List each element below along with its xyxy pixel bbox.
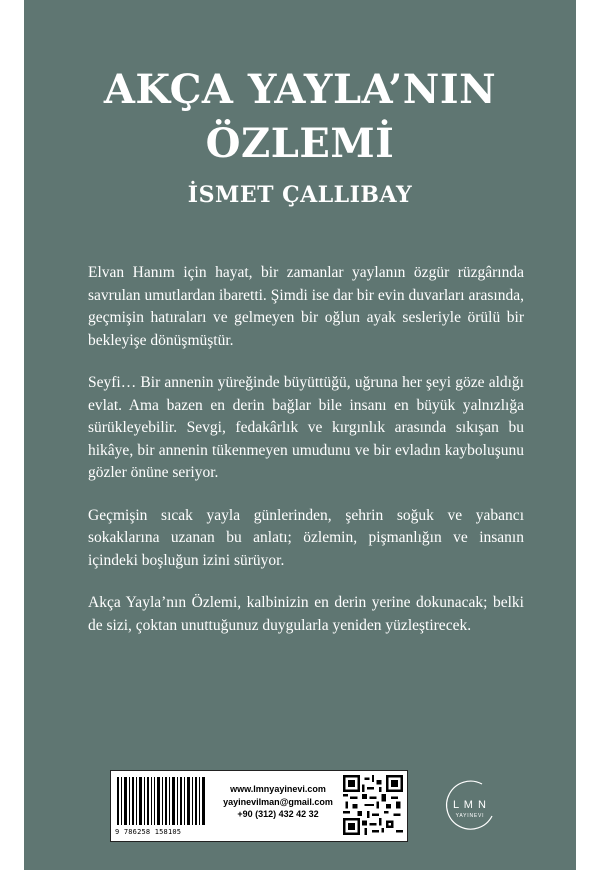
blurb bbox=[88, 262, 524, 657]
publisher-contacts bbox=[209, 783, 347, 821]
blurb-paragraph: Seyfi… Bir annenin yüreğinde büyüttüğü, uğruna her şeyi göze aldığı evlat. Ama bazen en derin bağlar bile insanı en büyük yalnızlığa sürükleyebilir. Sevgi, fedakârlık ve kırgınlık arasında sıkışan bu hikâye, bir annenin tükenmeyen umudunu ve bir evladın kayboluşunu gözler önüne seriyor. bbox=[88, 374, 524, 481]
publisher-phone: +90 (312) 432 42 32 bbox=[237, 809, 319, 819]
publisher-email: yayinevilman@gmail.com bbox=[223, 796, 333, 807]
logo-subtext: YAYINEVI bbox=[455, 813, 485, 819]
isbn-number: 9 786258 158105 bbox=[115, 828, 182, 836]
blurb-paragraph: Akça Yayla’nın Özlemi, kalbinizin en derin yerine dokunacak; belki de sizi, çoktan unuttuğunuz duygularla yeniden yüzleştirecek. bbox=[88, 594, 524, 634]
publisher-website: www.lmnyayinevi.com bbox=[230, 784, 326, 794]
barcode-icon bbox=[117, 777, 207, 825]
logo-letters: L M N bbox=[453, 799, 487, 811]
blurb-paragraph: Geçmişin sıcak yayla günlerinden, şehrin soğuk ve yabancı sokaklarına uzanan bu anlatı; özlemin, pişmanlığın ve insanın içindeki boşluğun izini sürüyor. bbox=[88, 506, 524, 569]
qr-code-icon bbox=[343, 775, 403, 835]
author-name: İSMET ÇALLIBAY bbox=[187, 182, 413, 208]
book-title-line2: ÖZLEMİ bbox=[205, 120, 395, 167]
book-title-line1: AKÇA YAYLA’NIN bbox=[103, 66, 497, 113]
publisher-logo bbox=[442, 778, 498, 834]
blurb-paragraph: Elvan Hanım için hayat, bir zamanlar yaylanın özgür rüzgârında savrulan umutlardan ibaretti. Şimdi ise dar bir evin duvarları arasında, geçmişin hatıraları ve gelmeyen bir oğlun ayak sesleriyle örülü bir bekleyişe dönüşmüştür. bbox=[88, 264, 524, 349]
publisher-info-box bbox=[110, 770, 408, 842]
book-back-cover bbox=[24, 0, 576, 870]
